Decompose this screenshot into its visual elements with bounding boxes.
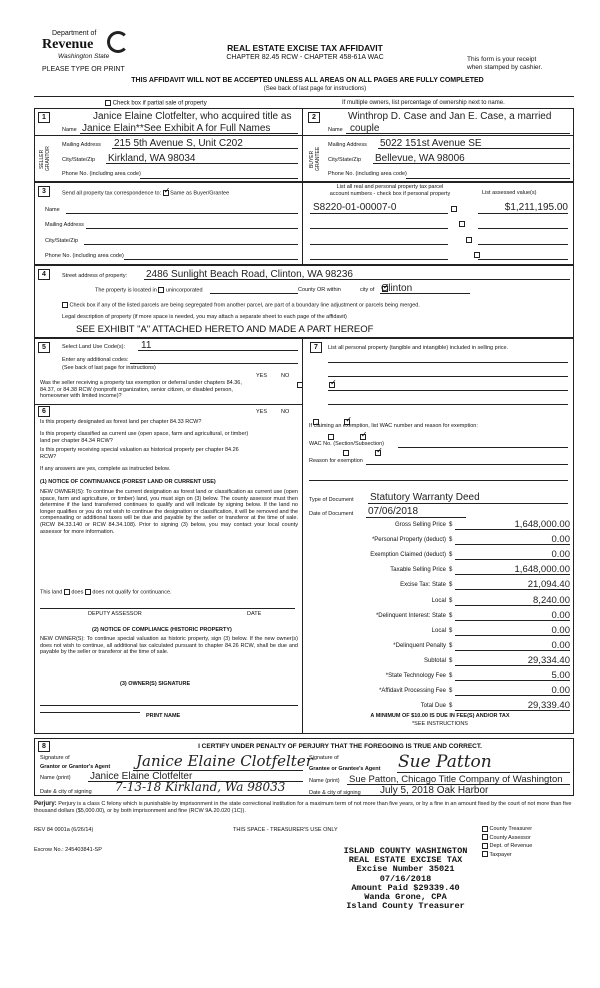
city-of-input[interactable]: Clinton: [381, 283, 413, 294]
historic-yes-checkbox[interactable]: [343, 450, 349, 456]
parcel-header: [306, 184, 474, 197]
parcel-number[interactable]: S8220-01-00007-0: [313, 202, 397, 213]
fee-currency: $: [449, 657, 453, 664]
parcel-header-line1: List all real and personal property tax parcel: [336, 184, 444, 190]
fee-label: Total Due: [420, 703, 446, 710]
city-of-label: city of: [360, 287, 375, 293]
buyer-name-label: Name: [328, 127, 343, 133]
fee-row: [313, 566, 570, 577]
s6-no-header: NO: [281, 409, 290, 415]
fee-currency: $: [449, 673, 453, 679]
fee-currency: $: [449, 612, 453, 619]
seller-side-label: SELLER GRANTOR: [39, 146, 51, 172]
current-use-yes-checkbox[interactable]: [328, 434, 334, 440]
s6-yes-header: YES: [256, 409, 268, 415]
fee-value[interactable]: 0.00: [455, 640, 570, 651]
assessed-value[interactable]: $1,211,195.00: [504, 202, 568, 213]
stamp-line: 07/16/2018: [379, 873, 432, 884]
this-land-label: This land: [40, 589, 63, 596]
exemption-yes-checkbox[interactable]: [297, 382, 303, 388]
street-address[interactable]: 2486 Sunlight Beach Road, Clinton, WA 98236: [146, 269, 353, 280]
grantor-date-city[interactable]: 7-13-18 Kirkland, Wa 98033: [115, 780, 286, 794]
section-7-number: 7: [310, 342, 322, 353]
section-5-number: 5: [38, 342, 50, 353]
copy-treasurer: County Treasurer: [489, 826, 533, 832]
current-use-no-checkbox[interactable]: [360, 434, 366, 440]
seller-city-input[interactable]: Kirkland, WA 98034: [108, 153, 196, 164]
doc-type-input[interactable]: Statutory Warranty Deed: [370, 492, 480, 503]
seller-name-line1[interactable]: Janice Elaine Clotfelter, who acquired title as: [93, 111, 292, 122]
logo-dept: Department of: [52, 30, 97, 37]
seller-mailing-label: Mailing Address: [62, 142, 101, 148]
same-as-buyer-checkbox[interactable]: [163, 190, 169, 196]
please-type: PLEASE TYPE OR PRINT: [42, 66, 125, 73]
same-as-buyer-label: Same as Buyer/Grantee: [170, 190, 230, 197]
fee-row: [313, 672, 570, 683]
if-yes-note: If any answers are yes, complete as instructed below.: [40, 466, 171, 472]
fee-value[interactable]: 8,240.00: [455, 595, 570, 606]
section-1-number: 1: [38, 112, 50, 123]
logo-name: Revenue: [42, 37, 94, 52]
fee-label: *State Technology Fee: [385, 673, 446, 679]
perjury-text: Perjury is a class C felony which is punishable by imprisonment in the state correctional institution for a maximum term of not more than five years, or by a fine in an amount fixed by the court of not more than five thousand dollars ($5,000.00), or by both imprisonment and fine (RCW 9A.20.020 (1C)).: [34, 801, 572, 814]
grantor-name-label: Name (print): [40, 775, 71, 781]
form-subtitle: CHAPTER 82.45 RCW - CHAPTER 458-61A WAC: [226, 54, 384, 61]
multiple-owners-note: If multiple owners, list percentage of ownership next to name.: [342, 100, 505, 106]
fee-label: Exemption Claimed (deduct): [370, 552, 446, 559]
treasurer-use-only: THIS SPACE - TREASURER'S USE ONLY: [233, 827, 338, 833]
parcel1-personal-checkbox[interactable]: [451, 206, 457, 212]
doc-date-label: Date of Document: [309, 511, 354, 517]
grantor-sig-of: Signature of: [40, 755, 70, 761]
s5-no-header: NO: [281, 373, 290, 379]
continuance-row: [40, 589, 172, 595]
segregated-row: [62, 302, 420, 308]
treasurer-stamp: [318, 847, 493, 911]
located-row: [95, 287, 203, 293]
s3-city-label: City/State/Zip: [45, 238, 79, 244]
buyer-city-input[interactable]: Bellevue, WA 98006: [375, 153, 465, 164]
section-2-number: 2: [308, 112, 320, 123]
seller-phone-label: Phone No. (including area code): [62, 171, 141, 177]
fee-row: [313, 624, 570, 638]
seller-city-label: City/State/Zip: [62, 157, 96, 163]
fee-label: Excise Tax: State: [400, 582, 446, 589]
fee-row: [313, 687, 570, 698]
parcel4-personal-checkbox[interactable]: [474, 252, 480, 258]
s3-name-label: Name: [45, 207, 60, 213]
see-instructions-note: *SEE INSTRUCTIONS: [412, 721, 468, 727]
grantee-date-label: Date & city of signing: [309, 790, 361, 796]
historic-no-checkbox[interactable]: [375, 450, 381, 456]
wac-label: WAC No. (Section/Subsection): [309, 441, 384, 447]
fee-value[interactable]: 1,648,000.00: [455, 519, 570, 530]
county-label: County OR within: [298, 287, 341, 293]
s5-see-back: (See back of last page for instructions): [62, 365, 156, 371]
warning-banner: THIS AFFIDAVIT WILL NOT BE ACCEPTED UNLESS ALL AREAS ON ALL PAGES ARE FULLY COMPLETED: [131, 77, 484, 84]
reason-label: Reason for exemption: [309, 458, 363, 464]
fee-row: [313, 536, 570, 547]
grantee-name-label: Name (print): [309, 778, 340, 784]
fee-currency: $: [449, 688, 453, 695]
does-not-checkbox[interactable]: [85, 589, 91, 595]
stamp-line: Wanda Grone, CPA: [364, 892, 447, 903]
fee-currency: $: [449, 537, 453, 544]
partial-sale-checkbox[interactable]: [105, 100, 111, 106]
deputy-date-label: DATE: [247, 611, 262, 617]
fee-label: Local: [431, 597, 446, 604]
fee-row: [313, 654, 570, 668]
grantor-name-print[interactable]: Janice Elaine Clotfelter: [90, 771, 193, 782]
revision-code: REV 84 0001a (6/26/14): [34, 827, 94, 833]
fee-currency: $: [449, 642, 453, 649]
perjury-title: Perjury:: [34, 801, 57, 807]
form-title: REAL ESTATE EXCISE TAX AFFIDAVIT: [227, 43, 383, 53]
fee-value[interactable]: 0.00: [455, 534, 570, 545]
seller-mailing-input[interactable]: 215 5th Avenue S, Unit C202: [114, 138, 243, 149]
send-correspondence-row: [62, 190, 229, 196]
doc-type-label: Type of Document: [309, 497, 354, 503]
current-use-question: Is this property classified as current use (open space, farm and agricultural, or timber) land per chapter 84.34 RCW?: [40, 431, 249, 444]
section-6-number: 6: [38, 406, 50, 417]
legal-label: Legal description of property (if more space is needed, you may attach a separate sheet to each page of the affidavit): [62, 314, 347, 320]
partial-sale-row: [105, 100, 207, 107]
forest-land-question: Is this property designated as forest land per chapter 84.33 RCW?: [40, 419, 202, 425]
land-use-code[interactable]: 11: [141, 340, 152, 351]
parcel3-personal-checkbox[interactable]: [466, 237, 472, 243]
fee-value[interactable]: 0.00: [455, 549, 570, 560]
fee-value[interactable]: 1,648,000.00: [455, 564, 570, 575]
fee-row: [313, 551, 570, 562]
fee-row: [313, 521, 570, 532]
fee-label: *Affidavit Processing Fee: [379, 688, 446, 695]
segregated-checkbox[interactable]: [62, 302, 68, 308]
fee-currency: $: [449, 522, 453, 528]
fee-row: [313, 702, 570, 713]
stamp-line: Amount Paid $29339.40: [351, 882, 460, 893]
section-3-number: 3: [38, 186, 50, 197]
buyer-side-label: BUYER GRANTEE: [309, 146, 321, 172]
logo-mark-icon: [107, 31, 129, 53]
exemption-claim-label: If claiming an exemption, list WAC number and reason for exemption:: [309, 423, 478, 429]
exemption-question: Was the seller receiving a property tax exemption or deferral under chapters 84.36, 84.37, or 84.38 RCW (nonprofit organization, senior citizen, or disabled person, homeowner with limited income)?: [40, 380, 242, 400]
section-4-number: 4: [38, 269, 50, 280]
receipt-line1: This form is your receipt: [467, 56, 537, 63]
certify-statement: I CERTIFY UNDER PENALTY OF PERJURY THAT THE FOREGOING IS TRUE AND CORRECT.: [198, 743, 482, 750]
seller-name-label: Name: [62, 127, 77, 133]
grantor-sig-label: Grantor or Grantor's Agent: [40, 764, 111, 770]
seller-name-line2[interactable]: Janice Elain**See Exhibit A for Full Names: [82, 123, 271, 134]
buyer-name-line1[interactable]: Winthrop D. Case and Jan E. Case, a married: [348, 111, 552, 122]
exemption-no-checkbox[interactable]: [329, 382, 335, 388]
minimum-fee-note: A MINIMUM OF $10.00 IS DUE IN FEE(S) AND/OR TAX: [370, 713, 510, 719]
fee-value[interactable]: 29,334.40: [455, 655, 570, 666]
notice2-text: NEW OWNER(S): To continue special valuation as historic property, sign (3) below. If the new owner(s) does not wish to continue, all additional tax calculated pursuant to chapter 84.26 RCW, shall be due and payable by the seller or transferor at the time of sale.: [40, 636, 298, 656]
parcel-header-line2: account numbers - check box if personal property: [329, 190, 451, 197]
grantee-sig-of: Signature of: [309, 755, 339, 761]
unincorporated-label: unincorporated: [165, 287, 203, 294]
does-label: does: [71, 589, 84, 596]
grantee-name-print[interactable]: Sue Patton, Chicago Title Company of Washington: [349, 774, 563, 785]
fee-currency: $: [449, 703, 453, 710]
s3-mailing-label: Mailing Address: [45, 222, 84, 228]
buyer-mailing-label: Mailing Address: [328, 142, 367, 148]
located-label: The property is located in: [95, 287, 157, 294]
fee-value[interactable]: 0.00: [455, 625, 570, 636]
fee-currency: $: [449, 627, 453, 634]
fee-row: [313, 581, 570, 592]
fee-currency: $: [449, 597, 453, 604]
fee-label: *Personal Property (deduct): [371, 537, 446, 544]
logo-state: Washington State: [58, 53, 110, 60]
buyer-city-label: City/State/Zip: [328, 157, 362, 163]
fee-label: Subtotal: [423, 657, 446, 664]
fee-label: *Delinquent Penalty: [393, 642, 446, 649]
notice2-title: (2) NOTICE OF COMPLIANCE (HISTORIC PROPERTY): [92, 627, 232, 633]
stamp-line: ISLAND COUNTY WASHINGTON: [343, 846, 468, 856]
section-8-number: 8: [38, 741, 50, 752]
grantee-sig-label: Grantee or Grantee's Agent: [309, 766, 381, 772]
unincorporated-checkbox[interactable]: [158, 287, 164, 293]
owner-signature-label: (3) OWNER(S) SIGNATURE: [120, 681, 191, 687]
historic-question: Is this property receiving special valuation as historical property per chapter 84.26 RCW?: [40, 447, 239, 460]
parcel2-personal-checkbox[interactable]: [459, 221, 465, 227]
s3-phone-label: Phone No. (including area code): [45, 253, 124, 259]
deputy-assessor-label: DEPUTY ASSESSOR: [88, 611, 142, 617]
fee-value[interactable]: 5.00: [455, 670, 570, 681]
stamp-line: REAL ESTATE EXCISE TAX: [348, 855, 463, 866]
fee-currency: $: [449, 567, 453, 574]
copy-taxpayer: Taxpayer: [489, 851, 512, 858]
personal-property-label: List all personal property (tangible and intangible) included in selling price.: [328, 345, 509, 351]
does-not-label: does not qualify for continuance.: [92, 589, 172, 596]
grantor-date-label: Date & city of signing: [40, 789, 92, 795]
notice1-text: NEW OWNER(S): To continue the current designation as forest land or classification as current use (open space, farm and agriculture, or timber) land, you must sign on (3) below. The county assessor must then determine if the land transferred continues to qualify and will indicate by signing below. If the land no longer qualifies or you do not wish to continue the designation or classification, it will be removed and the compensating or additional taxes will be due and payable by the seller or transferor at the time of sale. (RCW 84.33.140 or RCW 84.34.108). Prior to signing (3) below, you may contact your local county assessor for more information.: [40, 489, 298, 535]
copy-assessor: County Assessor: [489, 834, 531, 841]
fee-label: Taxable Selling Price: [390, 567, 446, 574]
notice1-title: (1) NOTICE OF CONTINUANCE (FOREST LAND OR CURRENT USE): [40, 479, 216, 485]
partial-sale-label: Check box if partial sale of property: [112, 100, 207, 107]
additional-codes-label: Enter any additional codes:: [62, 357, 129, 363]
fee-label: Gross Selling Price: [394, 522, 446, 528]
fee-row: [313, 639, 570, 653]
fee-value[interactable]: 0.00: [455, 610, 570, 621]
fee-currency: $: [449, 582, 453, 589]
escrow-number: Escrow No.: 245403841-SP: [34, 847, 102, 853]
doc-date-input[interactable]: 07/06/2018: [368, 506, 419, 517]
buyer-mailing-input[interactable]: 5022 151st Avenue SE: [380, 138, 482, 149]
perjury-notice: [34, 801, 574, 815]
does-checkbox[interactable]: [64, 589, 70, 595]
send-correspondence-label: Send all property tax correspondence to:: [62, 190, 162, 197]
buyer-phone-label: Phone No. (including area code): [328, 171, 407, 177]
fee-row: [313, 609, 570, 623]
stamp-line: Island County Treasurer: [346, 901, 465, 912]
fee-currency: $: [449, 552, 453, 559]
fee-value[interactable]: 0.00: [455, 685, 570, 696]
land-use-label: Select Land Use Code(s):: [62, 344, 125, 350]
grantee-date-city[interactable]: July 5, 2018 Oak Harbor: [380, 785, 489, 796]
fee-label: *Delinquent Interest: State: [375, 612, 446, 619]
grantee-signature[interactable]: Sue Patton: [398, 752, 492, 772]
stamp-line: Excise Number 35021: [356, 864, 455, 875]
fee-value[interactable]: 21,094.40: [455, 579, 570, 590]
s5-yes-header: YES: [256, 373, 268, 379]
buyer-name-line2[interactable]: couple: [350, 123, 380, 134]
fee-value[interactable]: 29,339.40: [455, 700, 570, 711]
assessed-header: List assessed value(s): [482, 190, 537, 196]
fee-label: Local: [431, 627, 446, 634]
fee-row: [313, 594, 570, 608]
grantor-signature[interactable]: Janice Elaine Clotfelter: [136, 752, 313, 770]
segregated-label: Check box if any of the listed parcels are being segregated from another parcel, are part of a boundary line adjustment or parcels being merged.: [69, 302, 420, 309]
see-back-note: (See back of last page for instructions): [263, 86, 367, 92]
street-label: Street address of property:: [62, 273, 128, 279]
print-name-label: PRINT NAME: [146, 713, 181, 719]
copy-revenue: Dept. of Revenue: [489, 843, 533, 849]
receipt-line2: when stamped by cashier.: [467, 64, 543, 71]
legal-description[interactable]: SEE EXHIBIT "A" ATTACHED HERETO AND MADE A PART HEREOF: [76, 324, 374, 335]
